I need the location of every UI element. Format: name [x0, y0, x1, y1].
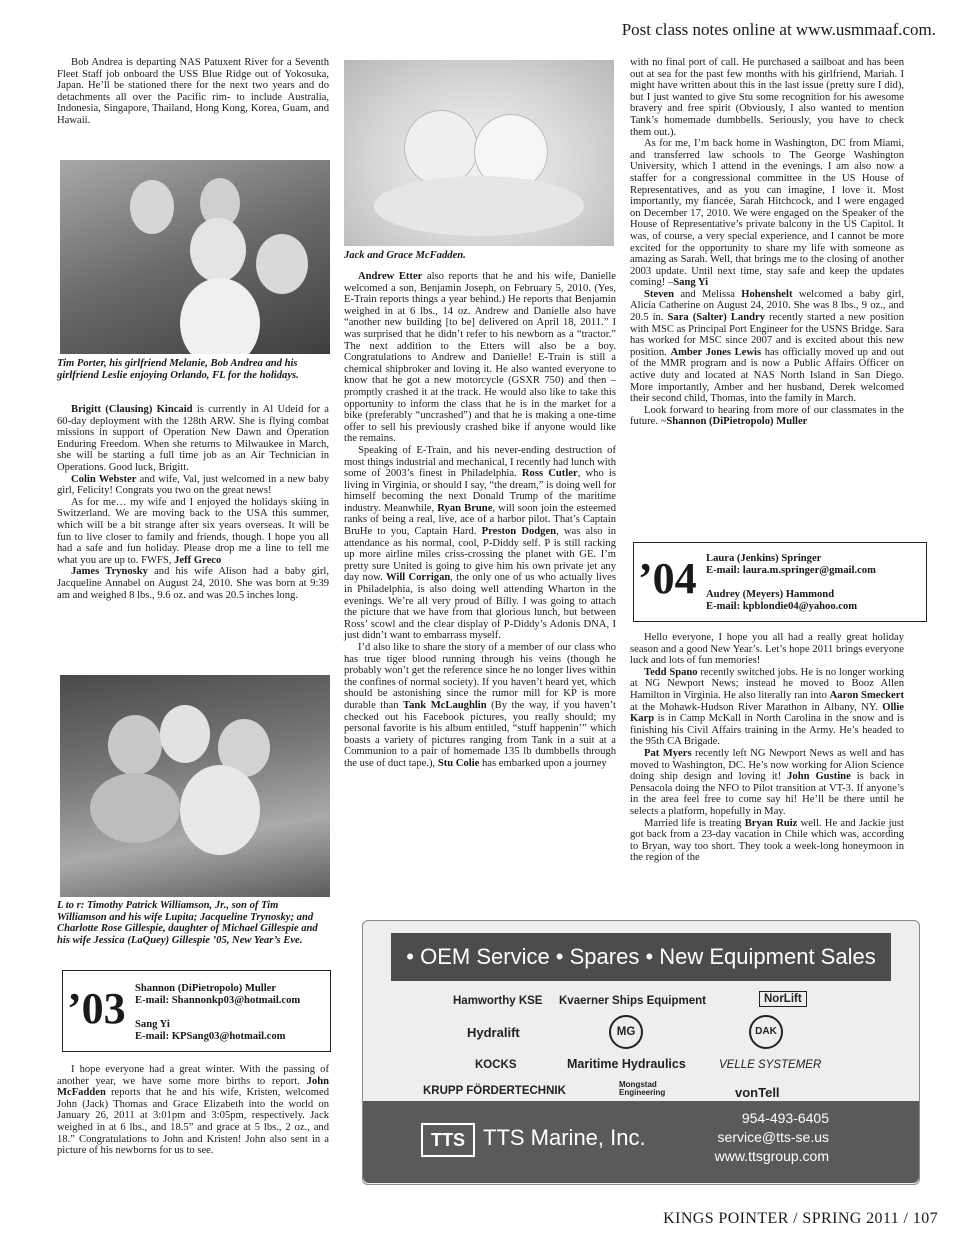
logo-norlift: NorLift: [759, 991, 807, 1007]
tts-contact: [715, 1109, 829, 1166]
caption-babies: L to r: Timothy Patrick Williamson, Jr., son of Tim Williamson and his wife Lupita; Jacqueline Trynosky; and Charlotte Rose Gillespie, daughter of Michael Gillespie and his wife Jessica (LaQuey) Gillespie ’05, New Year’s Eve.: [57, 900, 318, 946]
tts-phone: 954-493-6405: [741, 1110, 829, 1126]
paragraph-webster: Colin Webster and wife, Val, just welcomed in a new baby girl, Felicity! Congrats you two on the great news!: [57, 473, 329, 497]
tts-email: service@tts-se.us: [717, 1129, 829, 1145]
logo-velle: VELLE SYSTEMER: [719, 1059, 822, 1071]
logo-kocks: KOCKS: [475, 1059, 517, 1071]
class-contacts-04: Laura (Jenkins) Springer E-mail: laura.m.springer@gmail.com Audrey (Meyers) Hammond E-mail: kpblondie04@yahoo.com: [706, 553, 876, 612]
paragraph-etrain: Speaking of E-Train, and his never-ending destruction of most things industrial and mechanical, I recently had lunch with some of 2003’s finest in Philadelphia. Ross Cutler, who is living in Virginia, or should I say, “the dream,” is doing well for himself becoming the next Donald Trump of the maritime industry. Meanwhile, Ryan Brune, will soon join the esteemed ranks of being a real, live, ace of a harbor pilot. That’s Captain BruHe to you, Captain Hard. Preston Dodgen, was also in attendance as his normal, cool, P-Diddy self. P is still racking up more airline miles criss-crossing the planet with GE. I’m pretty sure United is going to give him his own private jet any day now. Will Corrigan, the only one of us who actually lives in Philadelphia, is also doing well attending Wharton in the evenings. We’re all very proud of Billy. I was going to attach the picture that we have from that glorious lunch, but between Ross’ scowl and the clear display of P-Diddy’s Adonis DNA, I just didn’t want to embarrass myself.: [344, 444, 617, 642]
tts-website: www.ttsgroup.com: [714, 1148, 829, 1164]
paragraph-stu-cont: with no final port of call. He purchased a sailboat and has been out at sea for the past few months with his girlfriend, Mariah. I might have written about this in the last issue (pretty sure I did), but I just wanted to give Stu some recognition for his awesome bravery and free spirit (Obviously, I also wanted to mention Tank’s homemade dumbbells. Seriously, you have to check them out.).: [630, 57, 904, 138]
paragraph-etter: Andrew Etter also reports that he and his wife, Danielle welcomed a son, Benjamin Joseph, on February 5, 2010. (Yes, E-Train reports things a year behind.) He reports that Benjamin weighed in at 6 lbs., 14 oz. Andrew and Danielle also have “another new building [to be] delivered on April 18, 2011.” I was surprised that he didn’t refer to his newborn as a “tractor.” The next addition to the Etters will also be a boy. Congratulations to Andrew and Danielle! E-Train is still a chemical shipbroker and loving it. He also wanted everyone to know that he got a new motorcycle (GSXR 750) and then – promptly crashed it at the track. He would also like to take this opportunity to inform the class that he is in the market for a bike (preferably “uncrashed”) and that he is making a one-time offer to sell his previously crashed bike if anyone would like the remains.: [344, 271, 616, 445]
class-box-2003: [62, 970, 331, 1052]
photo-orlando-group: [60, 160, 330, 354]
tts-company-name: TTS Marine, Inc.: [483, 1125, 646, 1150]
caption-orlando: Tim Porter, his girlfriend Melanie, Bob Andrea and his girlfriend Leslie enjoying Orlando, FL for the holidays.: [57, 358, 299, 381]
page-header: Post class notes online at www.usmmaaf.com.: [621, 20, 936, 39]
class-box-2004: [633, 542, 927, 622]
column-1-bottom: [57, 1064, 329, 1157]
paragraph-spano: Tedd Spano recently switched jobs. He is no longer working at NG Newport News; instead he moved to Booz Allen Hamilton in Virginia. He also literally ran into Aaron Smeckert at the Mohawk-Hudson River Marathon in Albany, NY. Ollie Karp is in Camp McKall in North Carolina in the snow and is finishing his Civil Affairs training in the Army. He’s headed to the 95th CA Brigade.: [630, 666, 904, 748]
column-3: [630, 57, 904, 428]
paragraph-kincaid: Brigitt (Clausing) Kincaid is currently in Al Udeid for a 60-day deployment with the 128th ARW. She is flying combat missions in support of Operation New Dawn and Operation Enduring Freedom. When she returns to Milwaukee in March, she will be starting a full time job as an Air Technician in Operations. Good luck, Brigitt.: [57, 404, 329, 473]
logo-vontell: vonTell: [735, 1085, 780, 1100]
class-year-03: ’03: [67, 984, 126, 1033]
logo-hamworthy: Hamworthy KSE: [453, 995, 543, 1007]
column-1: [57, 57, 329, 127]
paragraph-sang-yi: As for me, I’m back home in Washington, DC from Miami, and transferred law schools to The George Washington University, which I attend in the evenings. I am also now a staffer for a congressional committee in the US House of Representatives, and as you can imagine, I love it. Most importantly, my fiancée, Sarah Hitchcock, and I were engaged on December 17, 2010. We were engaged on the Speaker of the House of Representative’s private balcony in the US Capitol. It was, of course, a very special experience, and I cannot be more excited for the opportunity to share my life with someone as amazing as Sarah. Well, that brings me to the closing of another 2003 update. Until next time, stay safe and keep the updates coming! –Sang Yi: [630, 138, 904, 289]
photo-jack-grace: [344, 60, 614, 246]
paragraph-myers: Pat Myers recently left NG Newport News as well and has moved to Washington, DC. He’s now working for Alion Science doing ship design and loving it! John Gustine is back in Pensacola doing the NFO to Pilot transition at VT-3. If anyone’s in the area feel free to come say hi! He’ll be there until he selects a platform, hopefully in May.: [630, 747, 904, 817]
logo-dak: DAK: [749, 1015, 783, 1049]
logo-kvaerner: Kvaerner Ships Equipment: [559, 995, 706, 1007]
paragraph-04-intro: Hello everyone, I hope you all had a really great holiday season and a good New Year’s. Let’s hope 2011 brings everyone luck and lots of fun memories!: [630, 632, 904, 667]
logo-krupp: KRUPP FÖRDERTECHNIK: [423, 1085, 566, 1097]
paragraph-mcfadden: I hope everyone had a great winter. With the passing of another year, we have some more births to report. John McFadden reports that he and his wife, Kristen, welcomed John (Jack) Thomas and Grace Elizabeth into the world on January 26, 2011 at 3:01pm and 3:05pm, respectively. Jack weighed in at 6 lbs., and 18.5” and grace at 5 lbs., 2 oz., and 18.” Congratulations to John and Kristen! John also sent in a picture of his newborns for us to see.: [57, 1064, 329, 1157]
paragraph-greco: As for me… my wife and I enjoyed the holidays skiing in Switzerland. We are moving back to the USA this summer, which will be a bit strange after six years overseas. It will be fun to live closer to family and friends, though. I hope you all had a safe and fun holiday. Please drop me a line to tell me what you are up to. FWFS, Jeff Greco: [57, 496, 329, 566]
logo-mongstad: Mongstad Engineering: [619, 1080, 666, 1097]
photo-babies-swing: [60, 675, 330, 897]
class-contacts-03: Shannon (DiPietropolo) Muller E-mail: Shannonkp03@hotmail.com Sang Yi E-mail: KPSang03@hotmail.com: [135, 983, 301, 1042]
tts-advertisement: [362, 920, 920, 1185]
class-year-04: ’04: [638, 554, 697, 603]
paragraph-hohenshelt: Steven and Melissa Hohenshelt welcomed a baby girl, Alicia Catherine on August 24, 2010. She was 8 lbs., 9 oz., and 20.5 in. Sara (Salter) Landry recently started a new position with MSC as Principal Port Engineer for the USNS Bridge. Sara has worked for MSC since 2007 and is excited about this new position. Amber Jones Lewis has officially moved up and out of the MMR program and is now a Public Affairs Officer on active duty and located at NAS North Island in San Diego. More importantly, Amber and her husband, Derek welcomed their second child, Thomas, into the family in March.: [630, 288, 905, 405]
paragraph-trynosky: James Trynosky and his wife Alison had a baby girl, Jacqueline Annabel on August 24, 2010. She was born at 9:39 am and weighed 8 lbs., 9.6 oz. and was 20.5 inches long.: [57, 566, 329, 601]
logo-hydralift: Hydralift: [467, 1025, 520, 1040]
tts-footer-band: [363, 1101, 919, 1183]
page-footer: KINGS POINTER / SPRING 2011 / 107: [663, 1210, 938, 1227]
column-3-bottom: [630, 632, 904, 864]
ad-banner: • OEM Service • Spares • New Equipment Sales: [391, 933, 891, 981]
paragraph-andrea: Bob Andrea is departing NAS Patuxent River for a Seventh Fleet Staff job onboard the USS Blue Ridge out of Yokosuka, Japan. He’ll be stationed there for the next two years and do detachments all over the Pacific rim- to include Australia, Indonesia, Singapore, Thailand, Hong Kong, Korea, Guam, and Hawaii.: [57, 57, 329, 126]
column-1-body: [57, 404, 329, 601]
caption-jack-grace: Jack and Grace McFadden.: [344, 250, 466, 261]
paragraph-ruiz: Married life is treating Bryan Ruiz well. He and Jackie just got back from a 23-day vacation in Chile which was, according to Bryan, way too short. They took a week-long honeymoon in the region of the: [630, 817, 904, 864]
tts-logo-icon: TTS: [421, 1123, 475, 1157]
logo-maritime-hydraulics: Maritime Hydraulics: [567, 1057, 686, 1071]
logo-mg: MG: [609, 1015, 643, 1049]
paragraph-look-forward: Look forward to hearing from more of our classmates in the future. ~Shannon (DiPietropolo) Muller: [630, 404, 904, 428]
paragraph-tank: I’d also like to share the story of a member of our class who has true tiger blood running through his veins (though he probably won’t get the reference since he no longer lives within the confines of normal society). If you haven’t heard yet, which should be astonishing since the rumor mill for KP is more durable than Tank McLaughlin (By the way, if you haven’t checked out his Facebook pictures, you really should; my personal favorite is his album entitled, “stuff happenin’” which boasts a variety of pictures ranging from Tank in a suit at a Communion to a pair of homemade 135 lb dumbbells through the use of duct tape.), Stu Colie has embarked upon a journey: [344, 642, 616, 769]
column-2: [344, 271, 616, 770]
